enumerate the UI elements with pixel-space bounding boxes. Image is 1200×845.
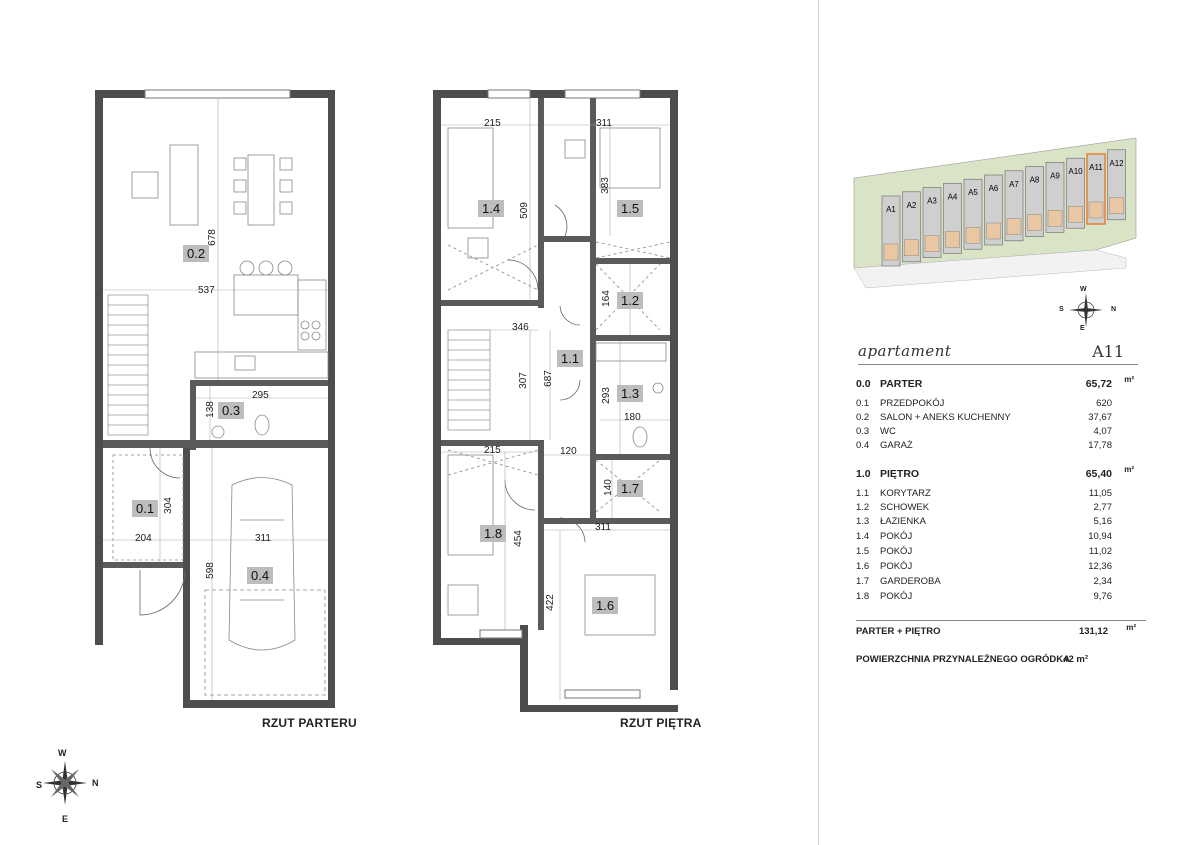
site-compass-icon xyxy=(1069,293,1103,327)
dimension-label: 138 xyxy=(204,401,216,418)
site-unit-label: A11 xyxy=(1089,163,1103,172)
compass-n: N xyxy=(92,778,99,788)
site-unit-a6[interactable] xyxy=(985,175,1003,245)
site-unit-a4[interactable] xyxy=(944,183,962,253)
site-unit-label: A5 xyxy=(968,188,978,198)
site-unit-label: A3 xyxy=(927,196,937,206)
room-tag: 1.3 xyxy=(617,385,643,402)
dimension-label: 454 xyxy=(512,530,524,547)
site-unit-a2[interactable] xyxy=(903,192,921,262)
site-unit-label: A1 xyxy=(886,205,896,214)
dimension-label: 215 xyxy=(484,118,501,129)
area-row: 1.1 KORYTARZ 11,05 xyxy=(856,488,1112,499)
site-unit-label: A9 xyxy=(1050,171,1060,181)
compass-s: S xyxy=(36,780,43,790)
site-unit-a11[interactable] xyxy=(1087,154,1105,224)
dimension-label: 598 xyxy=(204,562,216,579)
area-row: 0.1 PRZEDPOKÓJ 620 xyxy=(856,398,1112,409)
dimension-label: 422 xyxy=(544,594,556,611)
site-unit-label: A2 xyxy=(906,200,917,210)
area-row: 1.5 POKÓJ 11,02 xyxy=(856,546,1112,557)
compass-w: W xyxy=(58,748,67,758)
dimension-label: 311 xyxy=(596,118,612,129)
dimension-label: 311 xyxy=(595,522,611,533)
dimension-label: 346 xyxy=(512,322,529,333)
site-unit-a7[interactable] xyxy=(1005,171,1023,241)
apartment-word: apartament xyxy=(858,342,952,360)
dimension-label: 180 xyxy=(624,412,641,423)
site-unit-a12[interactable] xyxy=(1108,150,1126,220)
compass-e: E xyxy=(62,814,69,824)
area-row: 0.2 SALON + ANEKS KUCHENNY 37,67 xyxy=(856,412,1112,423)
dimension-label: 204 xyxy=(135,533,152,544)
site-unit-label: A8 xyxy=(1029,175,1040,185)
site-compass-n: N xyxy=(1111,306,1117,313)
room-tag: 1.6 xyxy=(592,597,618,614)
room-tag: 0.1 xyxy=(132,500,158,517)
dimension-label: 140 xyxy=(602,479,614,496)
site-unit-a9[interactable] xyxy=(1046,162,1064,232)
site-unit-label: A4 xyxy=(947,192,958,202)
dimension-label: 120 xyxy=(560,446,577,457)
site-compass-s: S xyxy=(1059,306,1064,313)
site-map xyxy=(846,138,1146,338)
room-tag: 1.4 xyxy=(478,200,504,217)
room-tag: 0.3 xyxy=(218,402,244,419)
area-row: 0.4 GARAŻ 17,78 xyxy=(856,440,1112,451)
compass-rose-icon xyxy=(43,761,87,805)
site-unit-label: A12 xyxy=(1109,158,1124,168)
dimension-label: 164 xyxy=(600,290,612,307)
site-unit-a8[interactable] xyxy=(1026,167,1044,237)
dimension-label: 509 xyxy=(518,202,530,219)
site-compass-w: W xyxy=(1080,286,1087,293)
area-row: 1.3 ŁAZIENKA 5,16 xyxy=(856,516,1112,527)
room-tag: 0.4 xyxy=(247,567,273,584)
area-row: 1.6 POKÓJ 12,36 xyxy=(856,561,1112,572)
site-unit-a10[interactable] xyxy=(1067,158,1085,228)
site-unit-label: A6 xyxy=(988,184,999,193)
dimension-label: 311 xyxy=(255,533,271,544)
total-divider xyxy=(856,620,1146,621)
dimension-label: 215 xyxy=(484,445,501,456)
dimension-label: 295 xyxy=(252,390,269,401)
dimension-label: 687 xyxy=(542,370,554,387)
dimension-label: 678 xyxy=(206,229,218,246)
room-tag: 1.1 xyxy=(557,350,583,367)
room-tag: 0.2 xyxy=(183,245,209,262)
page-divider xyxy=(818,0,819,845)
apartment-header xyxy=(858,342,1138,365)
dimension-label: 307 xyxy=(517,372,529,389)
area-row: 1.8 POKÓJ 9,76 xyxy=(856,591,1112,602)
area-row: 0.3 WC 4,07 xyxy=(856,426,1112,437)
garden-row: POWIERZCHNIA PRZYNALEŻNEGO OGRÓDKA 42 m² xyxy=(856,654,1088,665)
site-unit-a5[interactable] xyxy=(964,179,982,249)
dimension-label: 383 xyxy=(599,177,611,194)
site-unit-label: A7 xyxy=(1009,179,1019,189)
site-unit-a3[interactable] xyxy=(923,188,941,258)
area-row: 1.7 GARDEROBA 2,34 xyxy=(856,576,1112,587)
section-row: 0.0 PARTER 65,72 m² xyxy=(856,375,1134,390)
total-row: PARTER + PIĘTRO 131,12 m² xyxy=(856,623,1136,637)
section-row: 1.0 PIĘTRO 65,40 m² xyxy=(856,465,1134,480)
area-row: 1.2 SCHOWEK 2,77 xyxy=(856,502,1112,513)
room-tag: 1.5 xyxy=(617,200,643,217)
dimension-label: 293 xyxy=(600,387,612,404)
apartment-code: A11 xyxy=(1092,342,1124,361)
ground-floor-title: RZUT PARTERU xyxy=(262,716,357,730)
dimension-label: 304 xyxy=(162,497,174,514)
ground-floor-plan xyxy=(95,90,335,708)
area-row: 1.4 POKÓJ 10,94 xyxy=(856,531,1112,542)
site-compass-e: E xyxy=(1080,325,1085,332)
room-tag: 1.8 xyxy=(480,525,506,542)
site-unit-a1[interactable] xyxy=(882,196,900,266)
room-tag: 1.7 xyxy=(617,480,643,497)
site-unit-label: A10 xyxy=(1068,167,1083,177)
dimension-label: 537 xyxy=(198,285,215,296)
room-tag: 1.2 xyxy=(617,292,643,309)
upper-floor-title: RZUT PIĘTRA xyxy=(620,716,702,730)
